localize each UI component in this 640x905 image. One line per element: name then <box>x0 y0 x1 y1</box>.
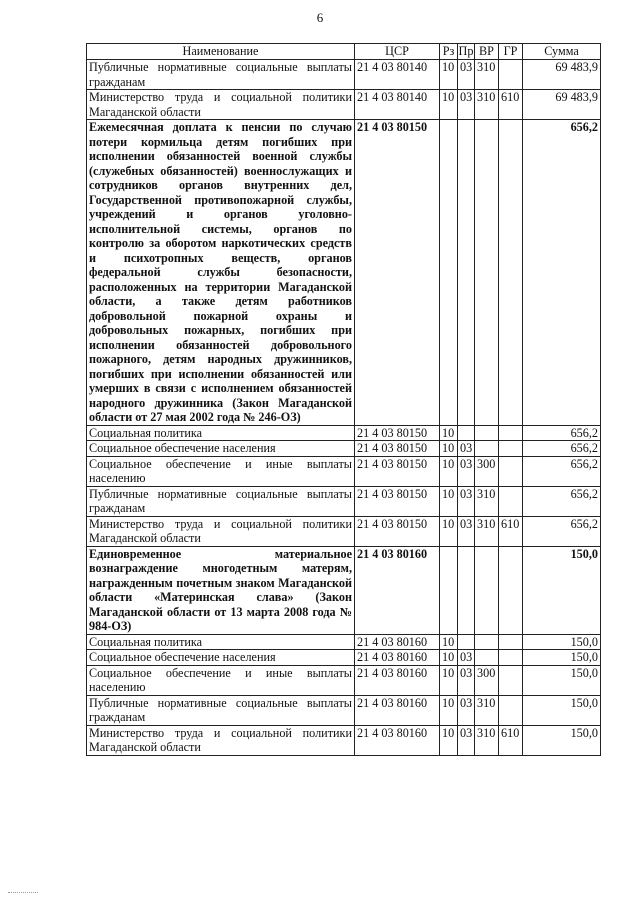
cell-sum: 69 483,9 <box>523 60 601 90</box>
cell-csr: 21 4 03 80150 <box>355 425 440 441</box>
cell-csr: 21 4 03 80160 <box>355 634 440 650</box>
table-row <box>87 441 601 457</box>
cell-sum: 656,2 <box>523 456 601 486</box>
cell-vr: 300 <box>475 665 499 695</box>
cell-rz: 10 <box>440 486 458 516</box>
table-row <box>87 486 601 516</box>
cell-pr <box>458 425 475 441</box>
cell-sum: 656,2 <box>523 516 601 546</box>
cell-sum: 150,0 <box>523 650 601 666</box>
cell-vr <box>475 441 499 457</box>
cell-vr <box>475 634 499 650</box>
cell-pr <box>458 634 475 650</box>
page-number: 6 <box>316 10 324 25</box>
cell-gr: 610 <box>499 725 523 755</box>
cell-csr: 21 4 03 80150 <box>355 120 440 426</box>
cell-rz: 10 <box>440 60 458 90</box>
table-row <box>87 60 601 90</box>
cell-name: Социальное обеспечение населения <box>87 441 355 457</box>
cell-rz: 10 <box>440 665 458 695</box>
cell-sum: 656,2 <box>523 425 601 441</box>
cell-gr <box>499 425 523 441</box>
table-row <box>87 546 601 634</box>
cell-pr: 03 <box>458 725 475 755</box>
cell-sum: 69 483,9 <box>523 90 601 120</box>
cell-name: Социальное обеспечение населения <box>87 650 355 666</box>
cell-name: Публичные нормативные социальные выплаты гражданам <box>87 486 355 516</box>
table-row <box>87 516 601 546</box>
cell-rz <box>440 120 458 426</box>
cell-vr: 310 <box>475 695 499 725</box>
cell-csr: 21 4 03 80150 <box>355 516 440 546</box>
header-name: Наименование <box>87 44 355 60</box>
cell-csr: 21 4 03 80140 <box>355 90 440 120</box>
table-row <box>87 456 601 486</box>
cell-vr: 310 <box>475 90 499 120</box>
cell-pr: 03 <box>458 456 475 486</box>
table-header <box>87 44 601 60</box>
cell-rz: 10 <box>440 425 458 441</box>
cell-sum: 150,0 <box>523 695 601 725</box>
cell-pr <box>458 546 475 634</box>
footer-mark <box>8 892 38 893</box>
cell-pr: 03 <box>458 90 475 120</box>
cell-gr <box>499 546 523 634</box>
cell-csr: 21 4 03 80160 <box>355 546 440 634</box>
cell-vr: 310 <box>475 516 499 546</box>
cell-vr: 310 <box>475 60 499 90</box>
table-row <box>87 120 601 426</box>
header-pr: Пр <box>458 44 474 58</box>
cell-name: Социальная политика <box>87 425 355 441</box>
cell-sum: 150,0 <box>523 546 601 634</box>
cell-name: Социальная политика <box>87 634 355 650</box>
cell-rz: 10 <box>440 456 458 486</box>
cell-pr: 03 <box>458 665 475 695</box>
cell-name: Министерство труда и социальной политики Магаданской области <box>87 90 355 120</box>
cell-rz: 10 <box>440 695 458 725</box>
header-rz: Рз <box>440 44 458 60</box>
cell-gr: 610 <box>499 516 523 546</box>
cell-pr <box>458 120 475 426</box>
cell-sum: 150,0 <box>523 634 601 650</box>
cell-rz: 10 <box>440 516 458 546</box>
header-sum: Сумма <box>523 44 601 60</box>
cell-name: Единовременное материальное вознаграждение многодетным матерям, награжденным почетным знаком Магаданской области «Материнская слава» (Закон Магаданской области от 13 марта 2008 года № 984-ОЗ) <box>87 546 355 634</box>
cell-gr <box>499 441 523 457</box>
cell-csr: 21 4 03 80140 <box>355 60 440 90</box>
cell-csr: 21 4 03 80150 <box>355 456 440 486</box>
cell-csr: 21 4 03 80150 <box>355 486 440 516</box>
cell-gr <box>499 120 523 426</box>
table-row <box>87 695 601 725</box>
table-row <box>87 634 601 650</box>
cell-vr <box>475 650 499 666</box>
cell-rz: 10 <box>440 634 458 650</box>
cell-pr: 03 <box>458 60 475 90</box>
cell-gr <box>499 456 523 486</box>
cell-csr: 21 4 03 80160 <box>355 725 440 755</box>
cell-sum: 150,0 <box>523 725 601 755</box>
table-row <box>87 665 601 695</box>
cell-pr: 03 <box>458 441 475 457</box>
cell-gr <box>499 650 523 666</box>
cell-rz: 10 <box>440 650 458 666</box>
header-vr: ВР <box>475 44 499 60</box>
cell-rz: 10 <box>440 441 458 457</box>
cell-pr: 03 <box>458 486 475 516</box>
cell-sum: 150,0 <box>523 665 601 695</box>
cell-name: Министерство труда и социальной политики Магаданской области <box>87 516 355 546</box>
table-body <box>87 60 601 756</box>
cell-vr: 310 <box>475 486 499 516</box>
cell-pr: 03 <box>458 516 475 546</box>
budget-table <box>86 43 601 756</box>
cell-pr: 03 <box>458 695 475 725</box>
cell-gr <box>499 695 523 725</box>
table-row <box>87 90 601 120</box>
cell-sum: 656,2 <box>523 486 601 516</box>
header-csr: ЦСР <box>355 44 440 60</box>
table-row <box>87 725 601 755</box>
cell-csr: 21 4 03 80160 <box>355 665 440 695</box>
cell-name: Ежемесячная доплата к пенсии по случаю потери кормильца детям погибших при исполнении обязанностей военной службы (служебных обязанностей) военнослужащих и сотрудников органов внутренних дел, Государственной противопожарной службы, учреждений и органов уголовно-исполнительной системы, органов по контролю за оборотом наркотических средств и психотропных веществ, органов федеральной службы безопасности, расположенных на территории Магаданской области, а также детям работников добровольной пожарной охраны и добровольных пожарных, погибших при исполнении обязанностей добровольного пожарного, детям народных дружинников, погибших при исполнении обязанностей или умерших в связи с исполнением обязанностей народного дружинника (Закон Магаданской области от 27 мая 2002 года № 246-ОЗ) <box>87 120 355 426</box>
table-row <box>87 650 601 666</box>
cell-name: Публичные нормативные социальные выплаты гражданам <box>87 60 355 90</box>
cell-vr <box>475 120 499 426</box>
cell-gr: 610 <box>499 90 523 120</box>
cell-rz: 10 <box>440 725 458 755</box>
cell-vr <box>475 425 499 441</box>
header-gr: ГР <box>499 44 523 60</box>
cell-name: Публичные нормативные социальные выплаты гражданам <box>87 695 355 725</box>
cell-vr <box>475 546 499 634</box>
cell-rz: 10 <box>440 90 458 120</box>
cell-gr <box>499 665 523 695</box>
cell-csr: 21 4 03 80160 <box>355 650 440 666</box>
cell-csr: 21 4 03 80160 <box>355 695 440 725</box>
cell-sum: 656,2 <box>523 441 601 457</box>
cell-csr: 21 4 03 80150 <box>355 441 440 457</box>
cell-vr: 300 <box>475 456 499 486</box>
cell-gr <box>499 634 523 650</box>
cell-vr: 310 <box>475 725 499 755</box>
cell-name: Социальное обеспечение и иные выплаты населению <box>87 456 355 486</box>
cell-name: Социальное обеспечение и иные выплаты населению <box>87 665 355 695</box>
cell-rz <box>440 546 458 634</box>
cell-gr <box>499 486 523 516</box>
cell-gr <box>499 60 523 90</box>
cell-sum: 656,2 <box>523 120 601 426</box>
cell-pr: 03 <box>458 650 475 666</box>
table-row <box>87 425 601 441</box>
cell-name: Министерство труда и социальной политики Магаданской области <box>87 725 355 755</box>
